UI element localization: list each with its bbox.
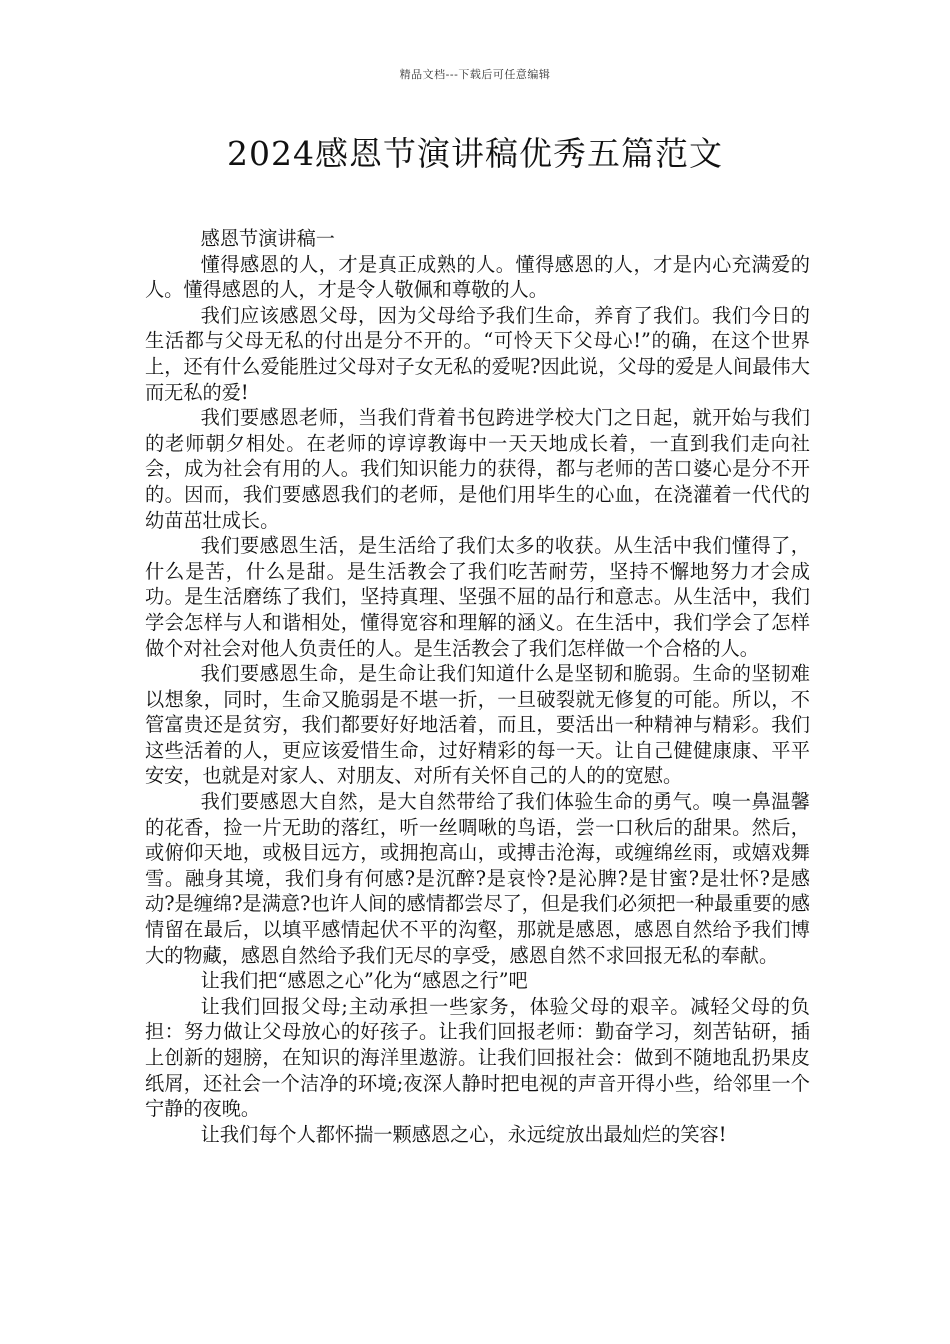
paragraph: 让我们回报父母;主动承担一些家务，体验父母的艰辛。减轻父母的负担：努力做让父母放心的好孩子。让我们回报老师：勤奋学习，刻苦钻研，插上创新的翅膀，在知识的海洋里遨游。让我们回报社会：做到不随地乱扔果皮纸屑，还社会一个洁净的环境;夜深人静时把电视的声音开得小些，给邻里一个宁静的夜晚。 — [145, 994, 810, 1121]
paragraph: 我们要感恩老师，当我们背着书包跨进学校大门之日起，就开始与我们的老师朝夕相处。在老师的谆谆教诲中一天天地成长着，一直到我们走向社会，成为社会有用的人。我们知识能力的获得，都与老师的苦口婆心是分不开的。因而，我们要感恩我们的老师，是他们用毕生的心血，在浇灌着一代代的幼苗茁壮成长。 — [145, 406, 810, 532]
paragraph: 我们要感恩大自然，是大自然带给了我们体验生命的勇气。嗅一鼻温馨的花香，捡一片无助的落红，听一丝啁啾的鸟语，尝一口秋后的甜果。然后，或俯仰天地，或极目远方，或拥抱高山，或搏击沧海，或缠绵丝雨，或嬉戏舞雪。融身其境，我们身有何感?是沉醉?是哀怜?是沁脾?是甘蜜?是壮怀?是感动?是缠绵?是满意?也许人间的感情都尝尽了，但是我们必须把一种最重要的感情留在最后，以填平感情起伏不平的沟壑，那就是感恩，感恩自然给予我们博大的物藏，感恩自然给予我们无尽的享受，感恩自然不求回报无私的奉献。 — [145, 790, 810, 967]
paragraph: 我们要感恩生活，是生活给了我们太多的收获。从生活中我们懂得了，什么是苦，什么是甜。是生活教会了我们吃苦耐劳，坚持不懈地努力才会成功。是生活磨练了我们，坚持真理、坚强不屈的品行和意志。从生活中，我们学会怎样与人和谐相处，懂得宽容和理解的涵义。在生活中，我们学会了怎样做个对社会对他人负责任的人。是生活教会了我们怎样做一个合格的人。 — [145, 534, 810, 660]
section-heading: 感恩节演讲稿一 — [200, 227, 335, 250]
paragraph: 懂得感恩的人，才是真正成熟的人。懂得感恩的人，才是内心充满爱的人。懂得感恩的人，才是令人敬佩和尊敬的人。 — [145, 252, 810, 302]
document-title: 2024感恩节演讲稿优秀五篇范文 — [227, 134, 723, 173]
document-body — [145, 226, 810, 1147]
page-header: 精品文档---下载后可任意编辑 — [399, 68, 551, 81]
paragraph: 让我们把“感恩之心”化为“感恩之行”吧 — [200, 969, 528, 993]
paragraph: 我们应该感恩父母，因为父母给予我们生命，养育了我们。我们今日的生活都与父母无私的付出是分不开的。“可怜天下父母心!”的确，在这个世界上，还有什么爱能胜过父母对子女无私的爱呢?因此说，父母的爱是人间最伟大而无私的爱! — [145, 303, 810, 404]
paragraph: 让我们每个人都怀揣一颗感恩之心，永远绽放出最灿烂的笑容! — [200, 1122, 727, 1146]
paragraph: 我们要感恩生命，是生命让我们知道什么是坚韧和脆弱。生命的坚韧难以想象，同时，生命又脆弱是不堪一折，一旦破裂就无修复的可能。所以，不管富贵还是贫穷，我们都要好好地活着，而且，要活出一种精神与精彩。我们这些活着的人，更应该爱惜生命，过好精彩的每一天。让自己健健康康、平平安安，也就是对家人、对朋友、对所有关怀自己的人的的宽慰。 — [145, 662, 810, 788]
